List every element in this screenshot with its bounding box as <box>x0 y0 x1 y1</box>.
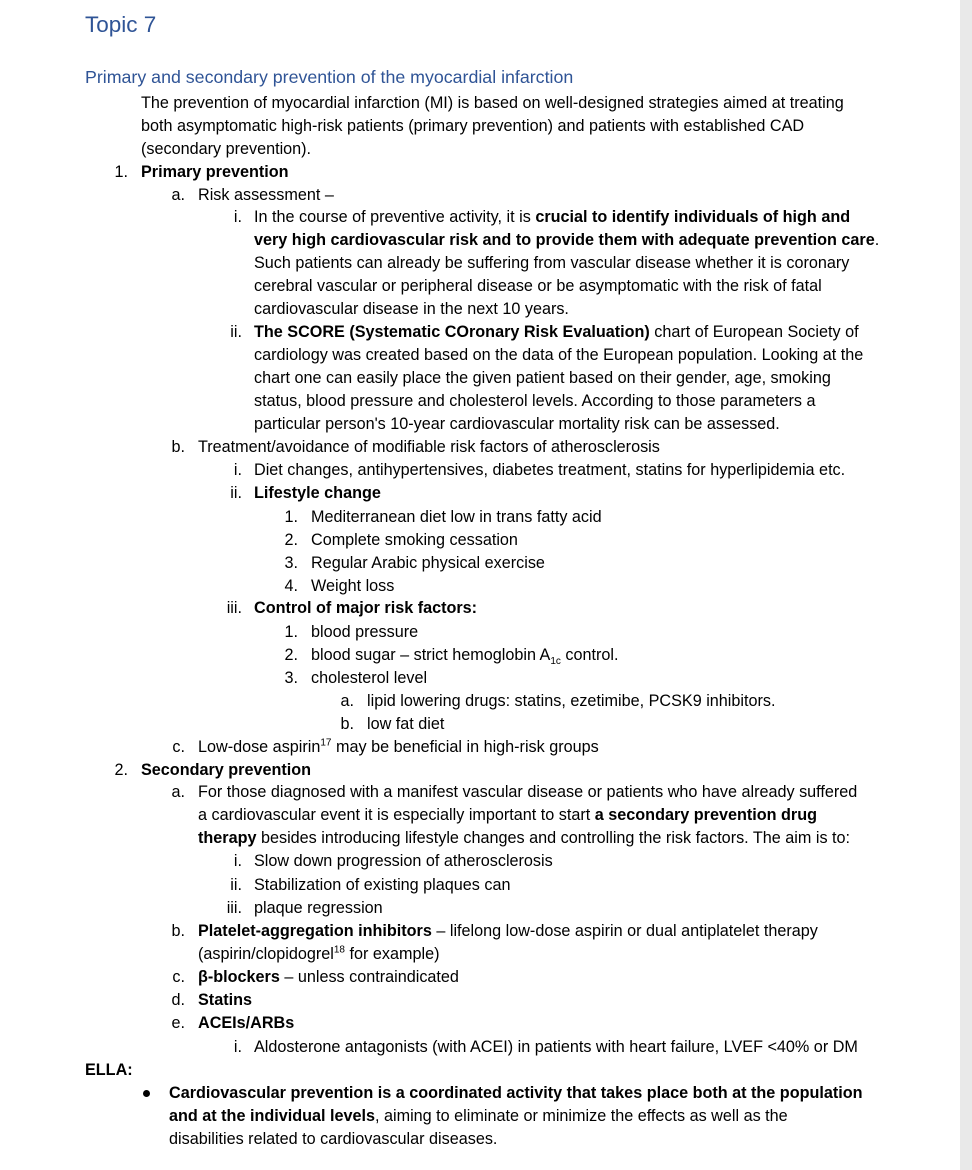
list-marker: 3. <box>284 554 298 572</box>
list-marker: 4. <box>284 577 298 595</box>
list-item: blood sugar – strict hemoglobin $A_{1c}$ control. <box>311 646 619 668</box>
list-item: Complete smoking cessation <box>311 531 518 549</box>
list-marker: i. <box>233 852 242 870</box>
list-item: therapy besides introducing lifestyle changes and controlling the risk factors. The aim is to: <box>198 829 851 847</box>
list-item: blood pressure <box>311 623 419 641</box>
list-item: Weight loss <box>311 577 395 595</box>
list-marker: 2. <box>114 761 128 779</box>
list-marker: d. <box>171 991 185 1009</box>
list-marker: 1. <box>284 623 298 641</box>
list-item: Slow down progression of atherosclerosis <box>254 852 553 870</box>
intro-line: both asymptomatic high-risk patients (primary prevention) and patients with established CAD <box>141 117 805 135</box>
list-item: Stabilization of existing plaques can <box>254 876 511 894</box>
list-item: disabilities related to cardiovascular diseases. <box>169 1130 498 1148</box>
list-marker: c. <box>172 738 185 756</box>
list-item: Treatment/avoidance of modifiable risk factors of atherosclerosis <box>198 438 660 456</box>
list-item: For those diagnosed with a manifest vascular disease or patients who have already suffered <box>198 783 858 801</box>
list-item: cardiovascular disease in the next 10 years. <box>254 300 569 318</box>
list-item: β-blockers – unless contraindicated <box>198 968 459 986</box>
list-item: Statins <box>198 991 252 1009</box>
list-marker: b. <box>171 922 185 940</box>
bullet-icon <box>143 1090 150 1097</box>
list-item: cholesterol level <box>311 669 428 687</box>
list-marker: b. <box>340 715 354 733</box>
section-heading: Primary and secondary prevention of the myocardial infarction <box>85 67 574 87</box>
list-marker: 1. <box>114 163 128 181</box>
list-marker: a. <box>171 783 185 801</box>
page-title: Topic 7 <box>85 12 157 37</box>
list-item: plaque regression <box>254 899 383 917</box>
list-marker: 3. <box>284 669 298 687</box>
list-marker: a. <box>171 186 185 204</box>
list-item: cerebral vascular or peripheral disease or be asymptomatic with the risk of fatal <box>254 277 822 295</box>
list-item: Cardiovascular prevention is a coordinated activity that takes place both at the population <box>169 1084 863 1102</box>
lifestyle-change-heading: Lifestyle change <box>254 484 381 502</box>
risk-assessment-label: Risk assessment – <box>198 186 334 204</box>
list-item: low fat diet <box>367 715 445 733</box>
list-marker: i. <box>233 461 242 479</box>
intro-line: The prevention of myocardial infarction (MI) is based on well-designed strategies aimed at treating <box>141 94 844 112</box>
list-marker: e. <box>171 1014 185 1032</box>
list-marker: ii. <box>230 484 242 502</box>
list-item: Mediterranean diet low in trans fatty acid <box>311 508 602 526</box>
list-marker: b. <box>171 438 185 456</box>
list-marker: 2. <box>284 531 298 549</box>
intro-line: (secondary prevention). <box>141 140 312 158</box>
list-item: Aldosterone antagonists (with ACEI) in patients with heart failure, LVEF <40% or DM <box>254 1038 858 1056</box>
list-item: ACEIs/ARBs <box>198 1014 295 1032</box>
primary-prevention-heading: Primary prevention <box>141 163 289 181</box>
ella-label: ELLA: <box>85 1061 133 1079</box>
list-item: a cardiovascular event it is especially important to start a secondary prevention drug <box>198 806 817 824</box>
list-item: Such patients can already be suffering from vascular disease whether it is coronary <box>254 254 850 272</box>
list-marker: ii. <box>230 876 242 894</box>
list-marker: ii. <box>230 323 242 341</box>
list-marker: a. <box>340 692 354 710</box>
list-item: and at the individual levels, aiming to eliminate or minimize the effects as well as the <box>169 1107 788 1125</box>
list-item: In the course of preventive activity, it is crucial to identify individuals of high and <box>254 208 851 226</box>
list-marker: iii. <box>226 599 242 617</box>
list-item: cardiology was created based on the data of the European population. Looking at the <box>254 346 864 364</box>
risk-factors-heading: Control of major risk factors: <box>254 599 478 617</box>
list-item: particular person's 10-year cardiovascular mortality risk can be assessed. <box>254 415 780 433</box>
list-item: (aspirin/clopidogrel$^{18}$ for example) <box>198 944 440 963</box>
list-item: lipid lowering drugs: statins, ezetimibe, PCSK9 inhibitors. <box>367 692 776 710</box>
list-item: very high cardiovascular risk and to provide them with adequate prevention care. <box>254 231 880 249</box>
list-item: Low-dose aspirin$^{17}$ may be beneficial in high-risk groups <box>198 737 599 756</box>
list-item: status, blood pressure and cholesterol levels. According to those parameters a <box>254 392 816 410</box>
list-item: The SCORE (Systematic COronary Risk Evaluation) chart of European Society of <box>254 323 859 341</box>
list-item: chart one can easily place the given patient based on their gender, age, smoking <box>254 369 831 387</box>
list-marker: 2. <box>284 646 298 664</box>
list-item: Platelet-aggregation inhibitors – lifelong low-dose aspirin or dual antiplatelet therapy <box>198 922 818 940</box>
list-marker: iii. <box>226 899 242 917</box>
list-marker: i. <box>233 1038 242 1056</box>
list-marker: i. <box>233 208 242 226</box>
list-marker: c. <box>172 968 185 986</box>
secondary-prevention-heading: Secondary prevention <box>141 761 312 779</box>
list-item: Regular Arabic physical exercise <box>311 554 545 572</box>
list-item: Diet changes, antihypertensives, diabetes treatment, statins for hyperlipidemia etc. <box>254 461 846 479</box>
list-marker: 1. <box>284 508 298 526</box>
